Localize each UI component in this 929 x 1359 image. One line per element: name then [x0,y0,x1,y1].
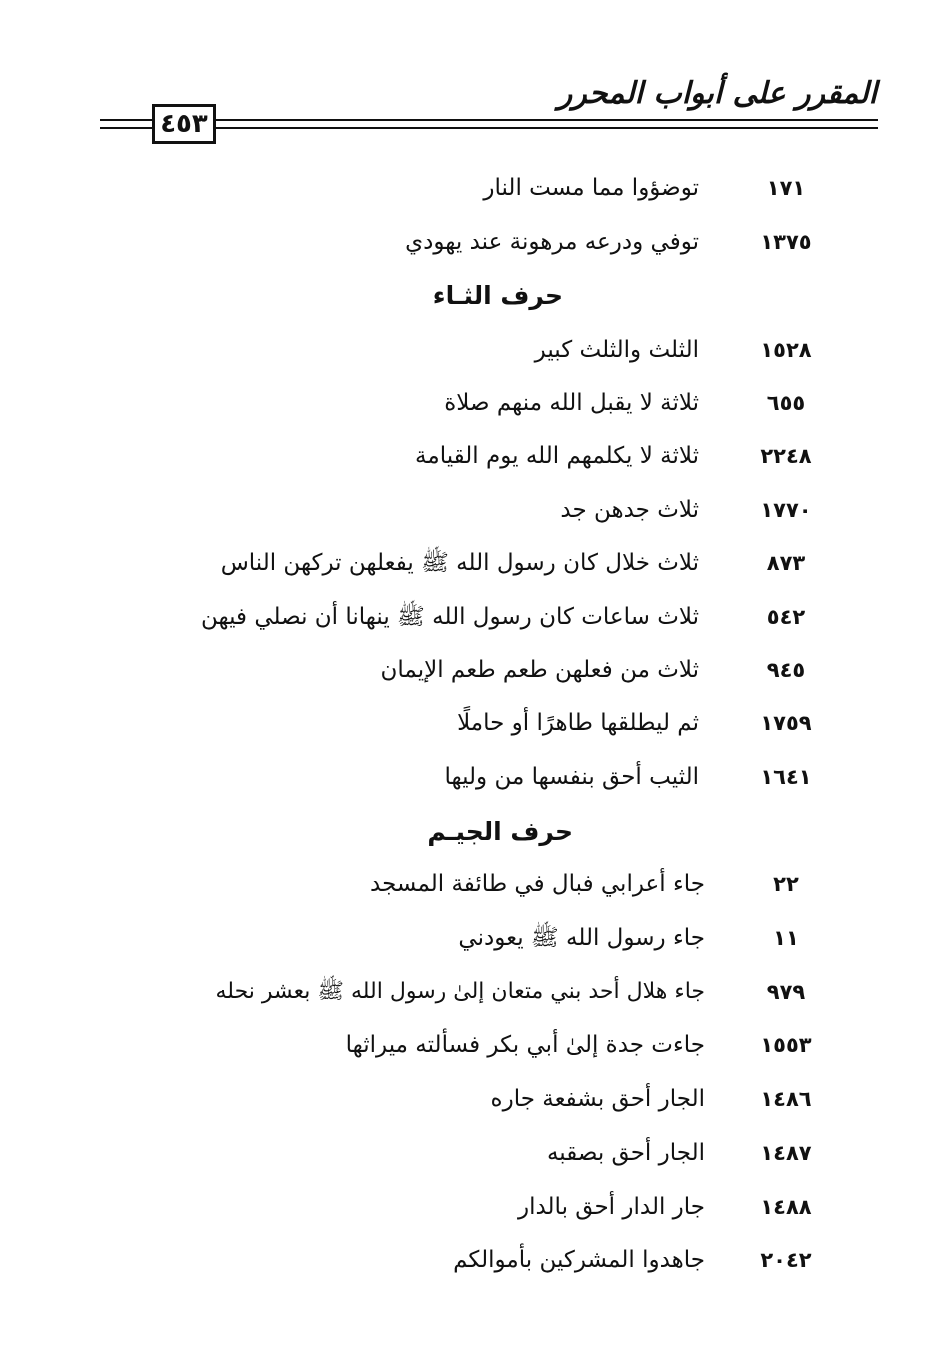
hadith-number: ١٧١ [766,176,806,200]
running-header-title: المقرر على أبواب المحرر [557,76,877,111]
list-item [0,1025,929,1065]
hadith-text: جاء رسول الله ﷺ يعودني [458,925,705,951]
section-heading-label: حرف الثـاء [432,281,563,310]
hadith-number: ٢٢٤٨ [760,444,812,468]
list-item [0,597,929,637]
hadith-text: ثلاث من فعلهن طعم طعم الإيمان [380,657,699,683]
hadith-text: الثلث والثلث كبير [534,337,699,363]
hadith-text: ثلاث خلال كان رسول الله ﷺ يفعلهن تركهن الناس [220,550,699,576]
hadith-text: الجار أحق بشفعة جاره [490,1086,705,1112]
hadith-number: ٦٥٥ [766,391,806,415]
hadith-number: ٥٤٢ [766,605,806,629]
section-heading-tha [0,274,929,318]
hadith-text: ثم ليطلقها طاهرًا أو حاملًا [457,710,699,736]
list-item [0,330,929,370]
hadith-number: ١٤٨٦ [760,1087,812,1111]
hadith-text: ثلاثة لا يقبل الله منهم صلاة [444,390,699,416]
section-heading-label: حرف الجيـم [427,817,573,846]
list-item [0,1079,929,1119]
hadith-text: توضؤوا مما مست النار [483,175,699,201]
hadith-text: جار الدار أحق بالدار [517,1194,705,1220]
list-item [0,703,929,743]
list-item [0,436,929,476]
hadith-text: جاء أعرابي فبال في طائفة المسجد [370,871,705,897]
list-item [0,168,929,208]
list-item [0,650,929,690]
list-item [0,222,929,262]
hadith-number: ١١ [773,926,799,950]
hadith-text: ثلاث جدهن جد [560,497,699,523]
hadith-text: الثيب أحق بنفسها من وليها [444,764,699,790]
hadith-text: جاءت جدة إلىٰ أبي بكر فسألته ميراثها [345,1032,705,1058]
hadith-number: ١٧٧٠ [760,498,812,522]
list-item [0,1187,929,1227]
list-item [0,864,929,904]
hadith-number: ١٤٨٨ [760,1195,812,1219]
hadith-number: ١٧٥٩ [760,711,812,735]
hadith-text: الجار أحق بصقبه [546,1140,705,1166]
hadith-number: ٩٧٩ [766,980,806,1004]
hadith-number: ٢٢ [773,872,799,896]
list-item [0,490,929,530]
hadith-text: جاء هلال أحد بني متعان إلىٰ رسول الله ﷺ بعشر نحله [215,979,705,1004]
hadith-number: ١٤٨٧ [760,1141,812,1165]
list-item [0,918,929,958]
hadith-number: ١٣٧٥ [760,230,812,254]
hadith-number: ١٥٥٣ [760,1033,812,1057]
list-item [0,1240,929,1280]
hadith-text: جاهدوا المشركين بأموالكم [453,1247,705,1273]
list-item [0,383,929,423]
hadith-text: ثلاثة لا يكلمهم الله يوم القيامة [415,443,699,469]
hadith-number: ٢٠٤٢ [760,1248,812,1272]
hadith-number: ١٥٢٨ [760,338,812,362]
hadith-text: توفي ودرعه مرهونة عند يهودي [405,229,699,255]
hadith-text: ثلاث ساعات كان رسول الله ﷺ ينهانا أن نصلي فيهن [200,604,699,630]
page-number: ٤٥٣ [152,104,216,144]
list-item [0,972,929,1012]
hadith-number: ١٦٤١ [760,765,812,789]
list-item [0,543,929,583]
list-item [0,1133,929,1173]
list-item [0,757,929,797]
hadith-number: ٩٤٥ [766,658,806,682]
hadith-number: ٨٧٣ [766,551,806,575]
section-heading-jeem [0,810,929,854]
